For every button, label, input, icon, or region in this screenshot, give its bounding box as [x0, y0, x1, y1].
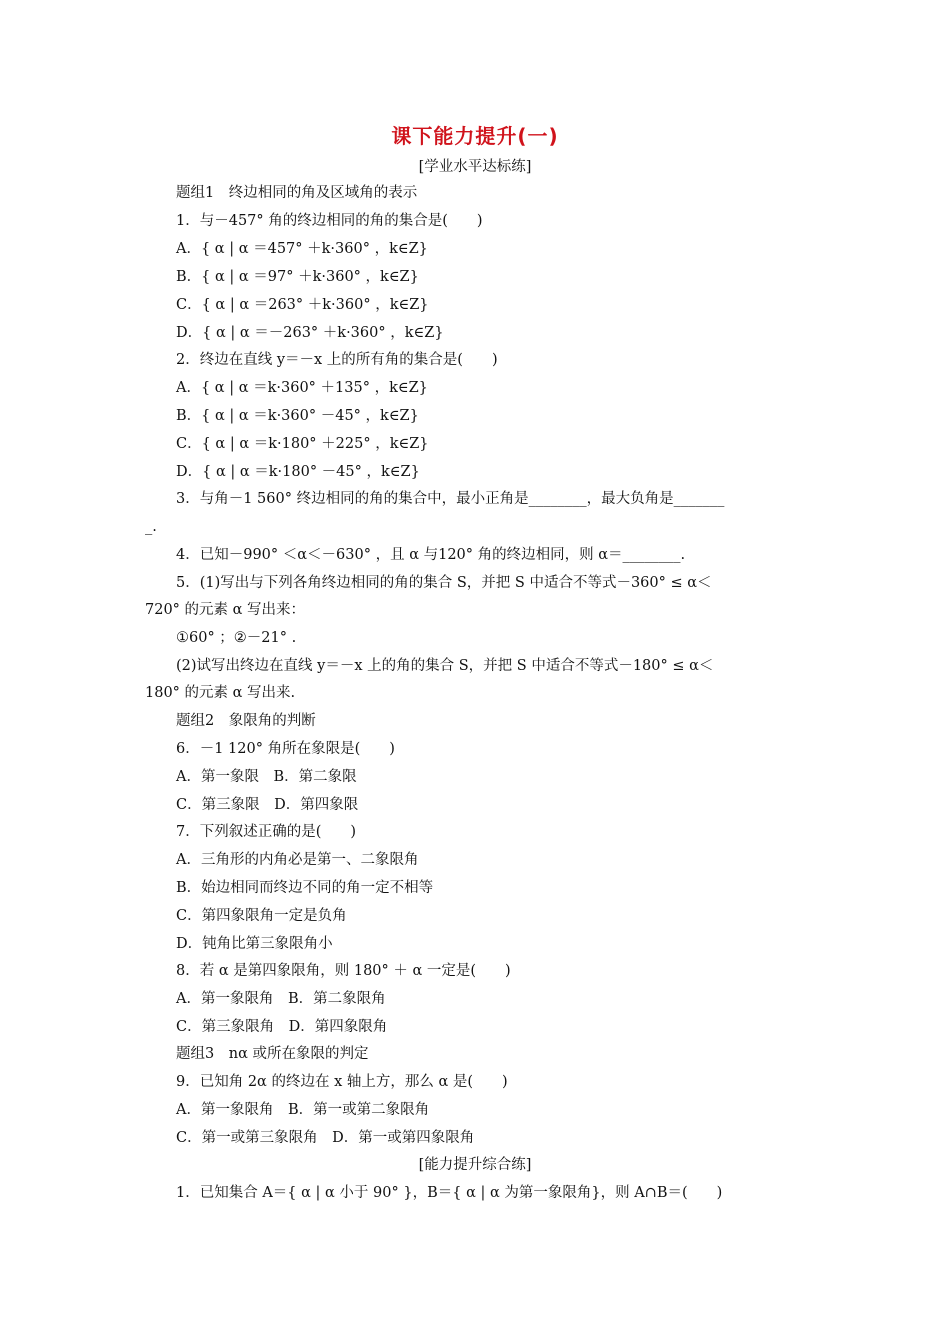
option-8ab: A．第一象限角 B．第二象限角: [176, 991, 386, 1007]
group-heading-1: 题组1 终边相同的角及区域角的表示: [176, 185, 418, 201]
option-1d: D．{ α | α ＝－263° ＋k·360° ，k∈Z}: [176, 325, 444, 341]
question-4: 4．已知－990° ＜α＜－630° ，且 α 与120° 角的终边相同，则 α＝________.: [176, 547, 686, 563]
option-6ab: A．第一象限 B．第二象限: [176, 769, 357, 785]
question-9: 9．已知角 2α 的终边在 x 轴上方，那么 α 是( ): [176, 1074, 508, 1090]
option-2a: A．{ α | α ＝k·360° ＋135° ，k∈Z}: [176, 380, 428, 396]
question-6: 6．－1 120° 角所在象限是( ): [176, 741, 395, 757]
section-heading-basic: [学业水平达标练]: [418, 159, 532, 175]
group-heading-3: 题组3 nα 或所在象限的判定: [176, 1046, 369, 1062]
advanced-question-1: 1．已知集合 A＝{ α | α 小于 90° }，B＝{ α | α 为第一象限角}，则 A∩B＝( ): [176, 1185, 723, 1201]
option-7d: D．钝角比第三象限角小: [176, 936, 333, 952]
option-1c: C．{ α | α ＝263° ＋k·360° ，k∈Z}: [176, 297, 429, 313]
question-3: 3．与角－1 560° 终边相同的角的集合中，最小正角是________，最大负角是_______: [176, 491, 725, 507]
option-7c: C．第四象限角一定是负角: [176, 908, 347, 924]
question-8: 8．若 α 是第四象限角，则 180° ＋ α 一定是( ): [176, 963, 511, 979]
option-2c: C．{ α | α ＝k·180° ＋225° ，k∈Z}: [176, 436, 429, 452]
option-7b: B．始边相同而终边不同的角一定不相等: [176, 880, 434, 896]
option-6cd: C．第三象限 D．第四象限: [176, 797, 359, 813]
question-5-part1-cont: 720° 的元素 α 写出来：: [145, 602, 306, 618]
section-heading-advanced: [能力提升综合练]: [418, 1157, 532, 1173]
question-1: 1．与－457° 角的终边相同的角的集合是( ): [176, 213, 483, 229]
question-5-part1: 5．(1)写出与下列各角终边相同的角的集合 S，并把 S 中适合不等式－360° ≤ α＜: [176, 575, 712, 591]
question-3-cont: _.: [145, 519, 157, 535]
question-7: 7．下列叙述正确的是( ): [176, 824, 357, 840]
option-1a: A．{ α | α ＝457° ＋k·360° ，k∈Z}: [176, 241, 428, 257]
option-1b: B．{ α | α ＝97° ＋k·360° ，k∈Z}: [176, 269, 419, 285]
option-9cd: C．第一或第三象限角 D．第一或第四象限角: [176, 1130, 475, 1146]
question-5-part2-cont: 180° 的元素 α 写出来.: [145, 685, 296, 701]
page-title: 课下能力提升(一): [391, 124, 559, 148]
question-5-part2: (2)试写出终边在直线 y＝－x 上的角的集合 S，并把 S 中适合不等式－180° ≤ α＜: [176, 658, 714, 674]
option-8cd: C．第三象限角 D．第四象限角: [176, 1019, 388, 1035]
option-9ab: A．第一象限角 B．第一或第二象限角: [176, 1102, 430, 1118]
option-7a: A．三角形的内角必是第一、二象限角: [176, 852, 419, 868]
option-2d: D．{ α | α ＝k·180° －45° ，k∈Z}: [176, 464, 420, 480]
question-5-angles: ①60° ；②－21° .: [176, 630, 297, 646]
option-2b: B．{ α | α ＝k·360° －45° ，k∈Z}: [176, 408, 419, 424]
question-2: 2．终边在直线 y＝－x 上的所有角的集合是( ): [176, 352, 498, 368]
group-heading-2: 题组2 象限角的判断: [176, 713, 316, 729]
